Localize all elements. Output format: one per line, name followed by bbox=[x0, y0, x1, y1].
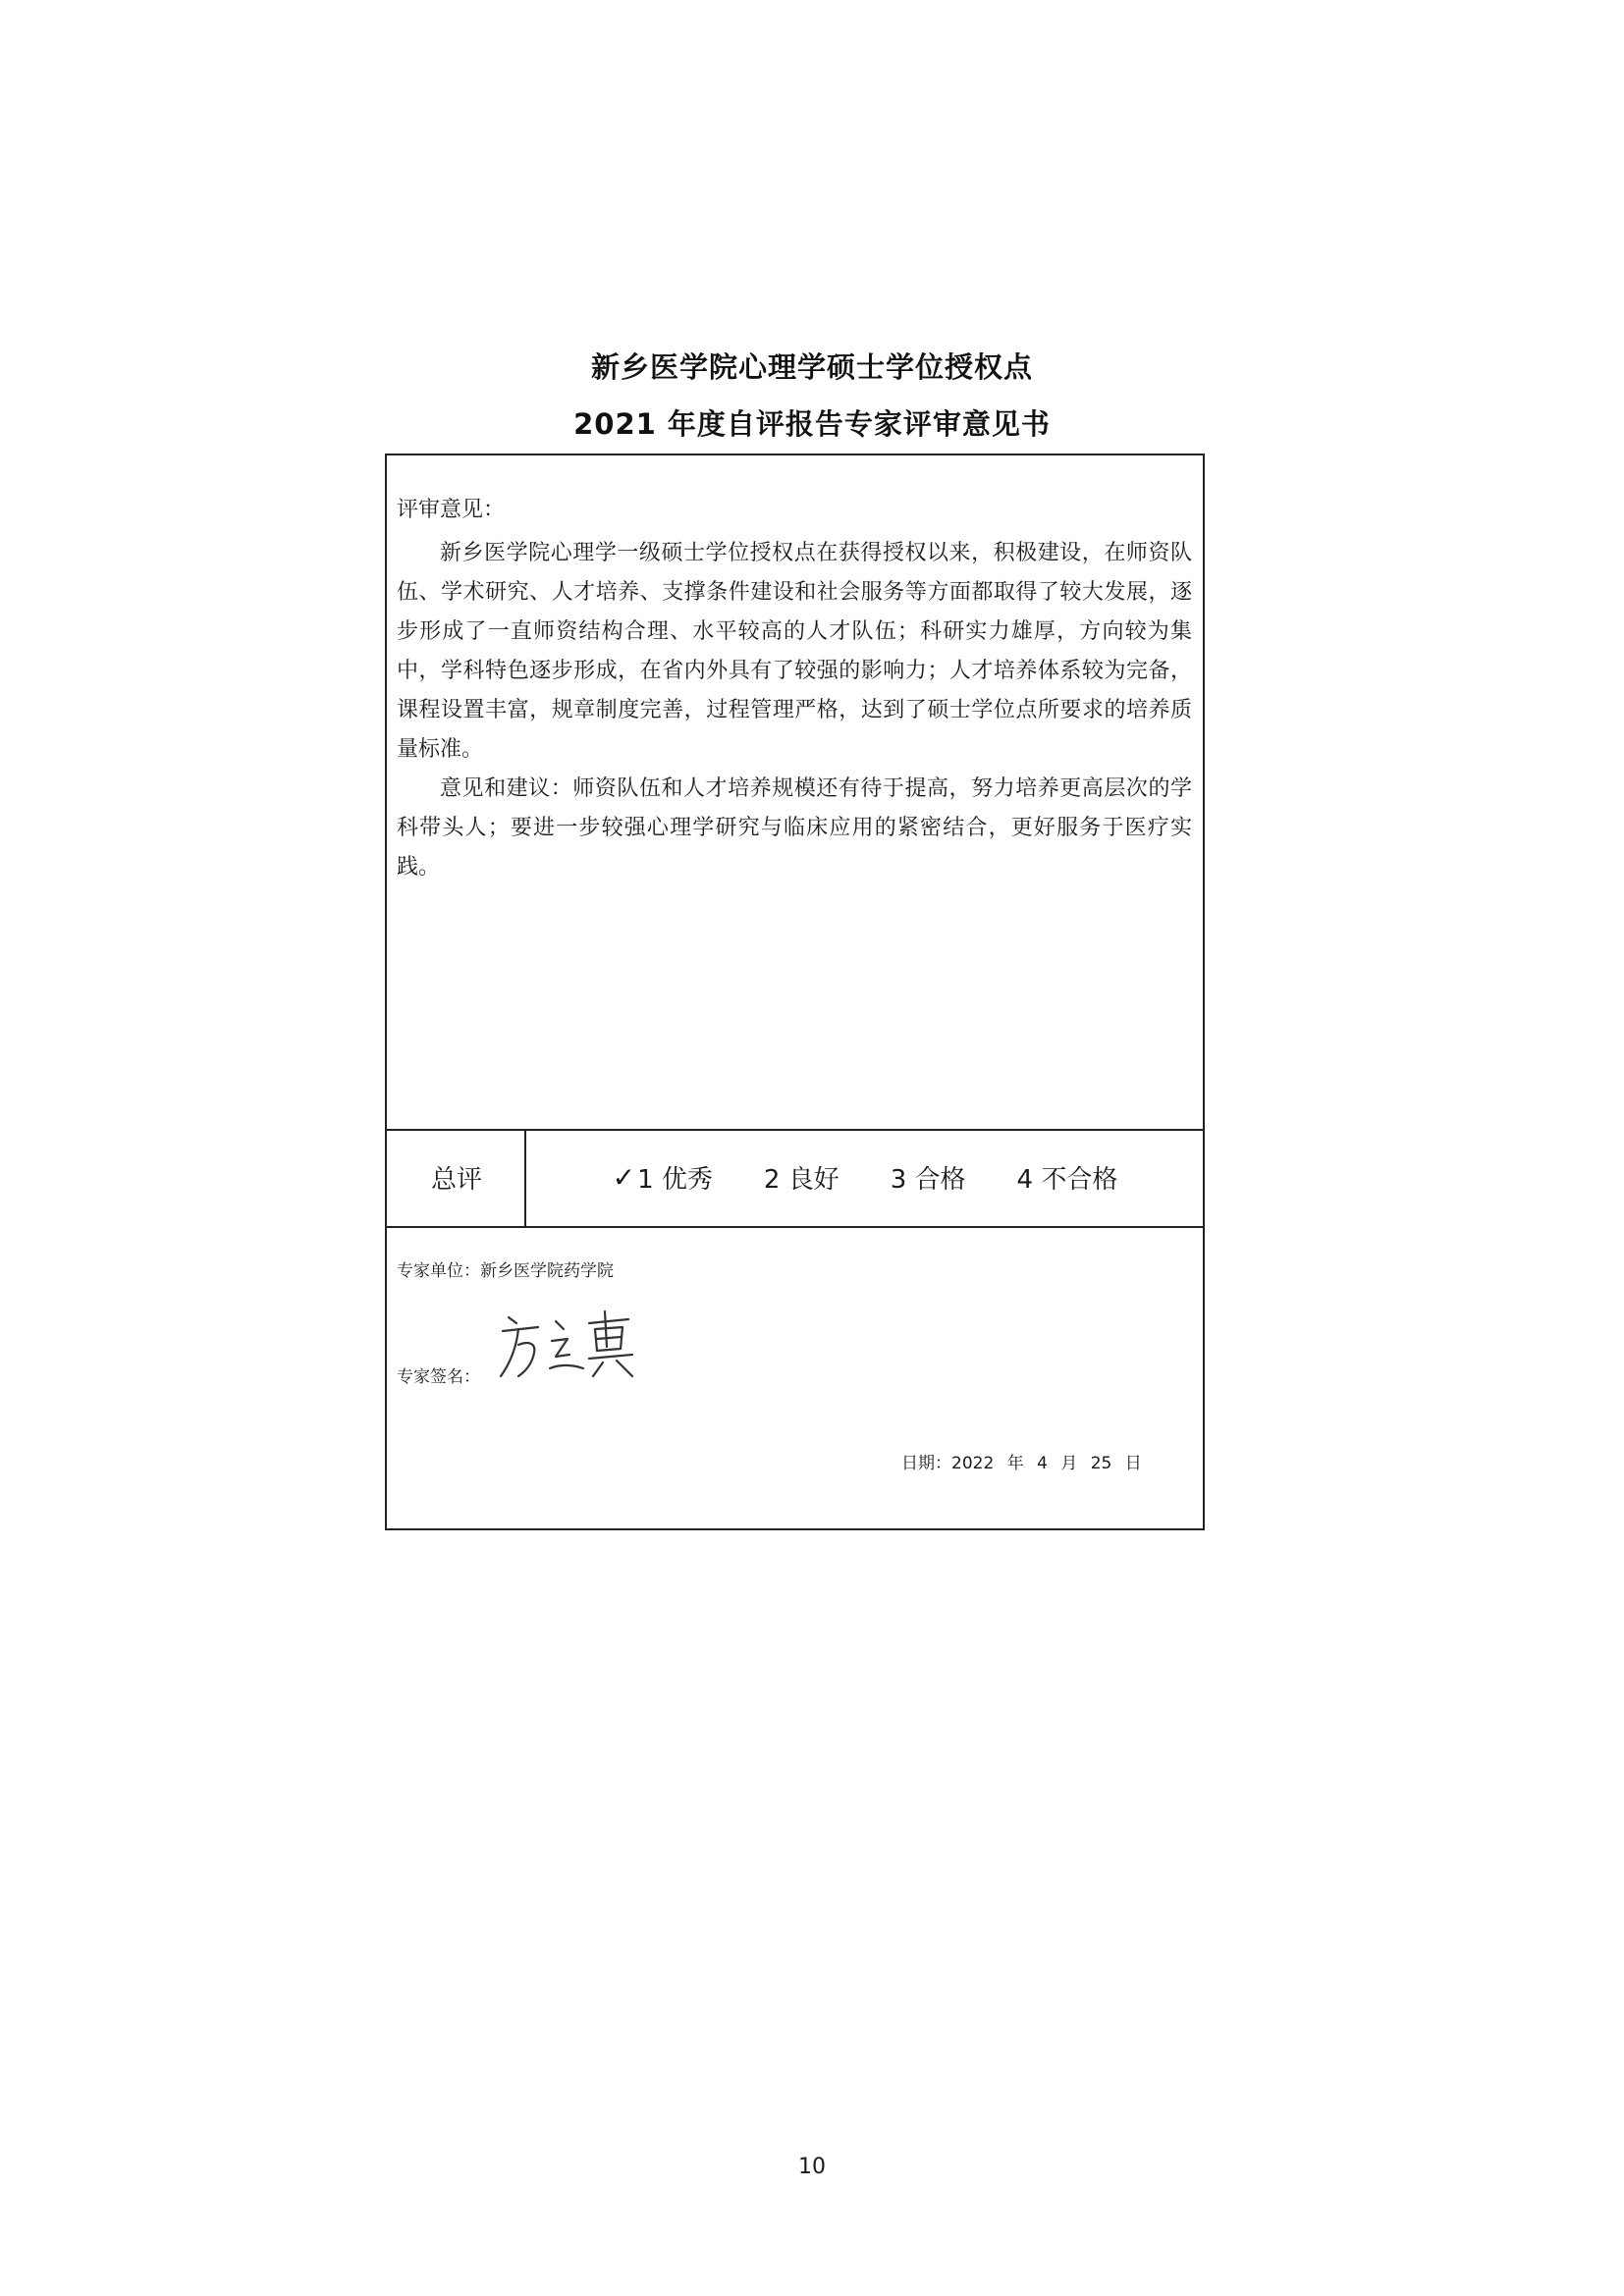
review-paragraph-1: 新乡医学院心理学一级硕士学位授权点在获得授权以来，积极建设，在师资队伍、学术研究、人才培养、支撑条件建设和社会服务等方面都取得了较大发展，逐步形成了一直师资结构合理、水平较高的人才队伍；科研实力雄厚，方向较为集中，学科特色逐步形成，在省内外具有了较强的影响力；人才培养体系较为完备，课程设置丰富，规章制度完善，过程管理严格，达到了硕士学位点所要求的培养质量标准。 bbox=[397, 541, 1192, 762]
overall-label: 总评 bbox=[430, 1165, 482, 1195]
option-excellent[interactable] bbox=[613, 1159, 713, 1196]
date-day-char: 日 bbox=[1124, 1454, 1142, 1473]
date-month-char: 月 bbox=[1060, 1454, 1078, 1473]
review-date bbox=[901, 1449, 1142, 1473]
overall-options bbox=[526, 1129, 1204, 1226]
divider-bottom bbox=[387, 1226, 1203, 1228]
date-year: 2022 bbox=[951, 1454, 995, 1473]
expert-signature-label: 专家签名： bbox=[397, 1367, 480, 1387]
expert-unit bbox=[397, 1256, 614, 1281]
option-pass[interactable] bbox=[891, 1159, 966, 1196]
document-subtitle-text: 2021 年度自评报告专家评审意见书 bbox=[573, 407, 1051, 441]
option-good[interactable] bbox=[764, 1159, 839, 1196]
date-month: 4 bbox=[1037, 1454, 1048, 1473]
expert-unit-label: 专家单位： bbox=[397, 1261, 480, 1281]
page-number: 10 bbox=[798, 2155, 826, 2179]
option-label: 4 不合格 bbox=[1016, 1165, 1118, 1195]
option-fail[interactable] bbox=[1017, 1159, 1118, 1196]
check-icon: ✓ bbox=[612, 1161, 636, 1194]
date-label: 日期： bbox=[901, 1454, 951, 1473]
review-heading: 评审意见： bbox=[397, 498, 506, 522]
option-label: 2 良好 bbox=[763, 1165, 839, 1195]
option-label: 1 优秀 bbox=[637, 1165, 713, 1195]
review-body bbox=[397, 534, 1192, 887]
review-paragraph-2: 意见和建议：师资队伍和人才培养规模还有待于提高，努力培养更高层次的学科带头人；要进一步较强心理学研究与临床应用的紧密结合，更好服务于医疗实践。 bbox=[397, 776, 1192, 880]
document-title: 新乡医学院心理学硕士学位授权点 bbox=[590, 350, 1033, 384]
date-year-char: 年 bbox=[1006, 1454, 1024, 1473]
handwritten-signature bbox=[495, 1308, 642, 1386]
document-subtitle bbox=[0, 402, 1624, 443]
expert-unit-value: 新乡医学院药学院 bbox=[480, 1261, 614, 1281]
review-form bbox=[385, 454, 1205, 1530]
option-label: 3 合格 bbox=[890, 1165, 966, 1195]
date-day: 25 bbox=[1090, 1454, 1112, 1473]
